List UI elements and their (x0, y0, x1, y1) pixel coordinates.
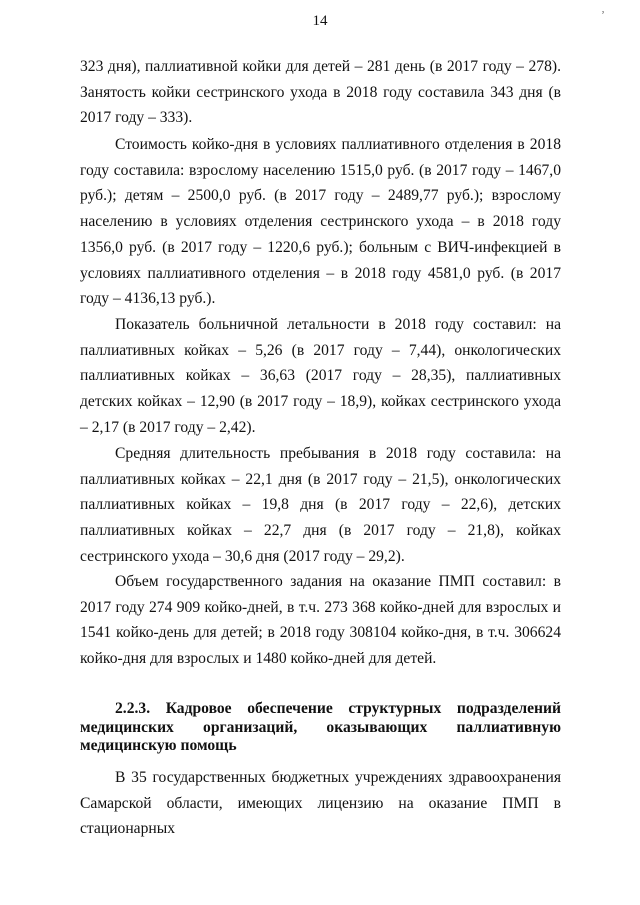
paragraph-average-stay: Средняя длительность пребывания в 2018 году составила: на паллиативных койках – 22,1 дня (в 2017 году – 21,5), онкологических паллиативных койках – 19,8 дня (в 2017 году – 22,6), детских паллиативных койках – 22,7 дня (в 2017 году – 21,8), койках сестринского ухода – 30,6 дня (2017 году – 29,2). (80, 445, 561, 565)
paragraph-institutions: В 35 государственных бюджетных учреждениях здравоохранения Самарской области, имеющих лицензию на оказание ПМП в стационарных (80, 769, 561, 838)
page-number: 14 (312, 13, 328, 29)
paragraph-hospital-mortality: Показатель больничной летальности в 2018 году составил: на паллиативных койках – 5,26 (в 2017 году – 7,44), онкологических паллиативных койках – 36,63 (2017 году – 28,35), паллиативных детских койках – 12,90 (в 2017 году – 18,9), койках сестринского ухода – 2,17 (в 2017 году – 2,42). (80, 316, 561, 436)
paragraph-continued-occupancy: 323 дня), паллиативной койки для детей – 281 день (в 2017 году – 278). Занятость койки сестринского ухода в 2018 году составила 343 дня (в 2017 году – 333). (80, 58, 561, 127)
paragraph-bed-day-cost: Стоимость койко-дня в условиях паллиативного отделения в 2018 году составила: взрослому населению 1515,0 руб. (в 2017 году – 1467,0 руб.); детям – 2500,0 руб. (в 2017 году – 2489,77 руб.); взрослому населению в условиях отделения сестринского ухода – в 2018 году 1356,0 руб. (в 2017 году – 1220,6 руб.); больным с ВИЧ-инфекцией в условиях паллиативного отделения – в 2018 году 4581,0 руб. (в 2017 году – 4136,13 руб.). (80, 136, 561, 308)
paragraph-state-assignment: Объем государственного задания на оказание ПМП составил: в 2017 году 274 909 койко-дней, в т.ч. 273 368 койко-дней для взрослых и 1541 койко-день для детей; в 2018 году 308104 койко-дня, в т.ч. 306624 койко-дня для взрослых и 1480 койко-дней для детей. (80, 573, 561, 668)
section-heading: 2.2.3. Кадровое обеспечение структурных подразделений медицинских организаций, оказывающих паллиативную медицинскую помощь (80, 700, 561, 754)
corner-mark: ʼ (601, 8, 605, 22)
